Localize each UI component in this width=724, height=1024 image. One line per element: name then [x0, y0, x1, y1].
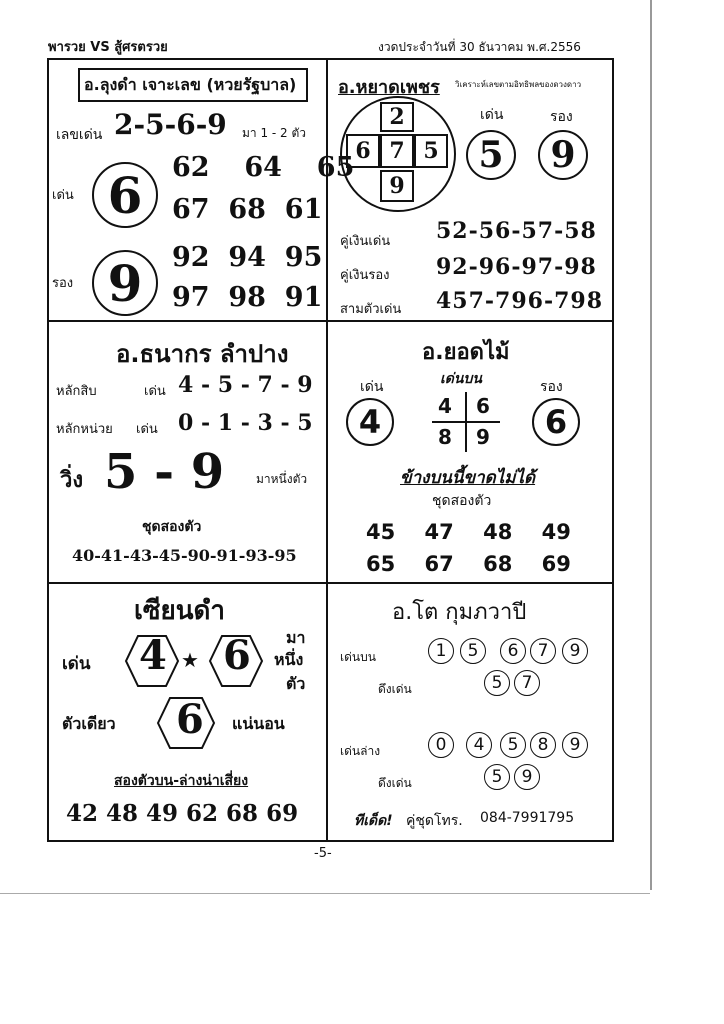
panel6-top-pull-label: ดึงเด่น: [378, 682, 412, 696]
panel4-grid-cell: 4: [438, 394, 452, 418]
panel1-title: อ.ลุงดำ เจาะเลข (หวยรัฐบาล): [84, 75, 297, 94]
panel4-grid-cell: 8: [438, 425, 452, 449]
panel2-row3-value: 457-796-798: [436, 288, 604, 314]
panel2-grid-mid-center: 7: [380, 134, 414, 168]
panel4-row2: 65 67 68 69: [366, 552, 571, 576]
panel3-title: อ.ธนากร ลำปาง: [116, 340, 289, 368]
panel6-bot-label: เด่นล่าง: [340, 744, 381, 758]
panel5-digit-1: 4: [139, 632, 167, 679]
panel5-digit-2: 6: [223, 632, 251, 679]
panel5-single-digit: 6: [176, 696, 204, 743]
panel2-rong-label: รอง: [550, 109, 573, 125]
panel2-title: อ.หยาดเพชร: [338, 77, 440, 98]
panel6-phone: 084-7991795: [480, 810, 575, 826]
panel2-row2-value: 92-96-97-98: [436, 254, 597, 280]
panel2-grid-top: 2: [380, 102, 414, 132]
panel1-den-row2: 67 68 61: [172, 194, 323, 225]
page-number: -5-: [314, 846, 332, 861]
digit-bubble: 5: [500, 732, 526, 758]
panel5-numbers: 42 48 49 62 68 69: [66, 800, 299, 827]
digit-bubble: 0: [428, 732, 454, 758]
digit-bubble: 6: [500, 638, 526, 664]
panel6-footer-prefix: ทีเด็ด!: [354, 813, 393, 829]
panel6-top-label: เด่นบน: [340, 650, 376, 664]
panel1-rong-label: รอง: [52, 276, 74, 291]
digit-bubble: 1: [428, 638, 454, 664]
star-icon: ★: [181, 648, 199, 672]
panel3-set-value: 40-41-43-45-90-91-93-95: [72, 546, 297, 565]
panel3-wing-label: วิ่ง: [60, 468, 84, 493]
digit-bubble: 7: [530, 638, 556, 664]
panel4-den-circle: 4: [346, 398, 394, 446]
panel5-risk-label: สองตัวบน-ล่างน่าเสี่ยง: [114, 773, 249, 789]
panel4-den-label: เด่น: [360, 379, 384, 395]
digit-bubble: 5: [484, 764, 510, 790]
panel1-rong-row2: 97 98 91: [172, 282, 323, 313]
horizontal-divider-2: [47, 582, 612, 584]
panel1-rong-circle: 9: [92, 250, 158, 316]
horizontal-divider-1: [47, 320, 612, 322]
panel3-wing-suffix: มาหนึ่งตัว: [256, 472, 308, 486]
panel4-rong-circle: 6: [532, 398, 580, 446]
panel5-sure: แน่นอน: [232, 714, 285, 733]
panel2-row1-label: คู่เงินเด่น: [340, 234, 391, 249]
panel4-grid-hline: [432, 421, 500, 423]
digit-bubble: 7: [514, 670, 540, 696]
panel2-row2-label: คู่เงินรอง: [340, 268, 390, 283]
paper-edge-bottom: [0, 893, 650, 894]
panel2-grid-mid-left: 6: [346, 134, 380, 168]
panel3-row2-label: หลักหน่วย: [56, 422, 113, 437]
panel5-den-label: เด่น: [62, 654, 91, 674]
panel2-row3-label: สามตัวเด่น: [340, 302, 402, 317]
panel4-grid-cell: 9: [476, 425, 490, 449]
panel3-row1-label: หลักสิบ: [56, 384, 97, 399]
panel3-row1-den: เด่น: [144, 384, 166, 399]
panel4-note: ข้างบนนี้ขาดไม่ได้: [400, 468, 536, 488]
panel1-den-label: เด่น: [52, 188, 74, 203]
panel5-tua: ตัว: [286, 674, 306, 693]
panel1-den-circle: 6: [92, 162, 158, 228]
digit-bubble: 5: [460, 638, 486, 664]
panel4-row1: 45 47 48 49: [366, 520, 571, 544]
panel2-den-label: เด่น: [480, 107, 504, 123]
panel4-set-label: ชุดสองตัว: [432, 493, 492, 509]
panel5-single-label: ตัวเดียว: [62, 714, 116, 733]
panel5-title: เซียนดำ: [134, 596, 226, 626]
panel3-set-label: ชุดสองตัว: [142, 519, 202, 535]
panel2-subtitle: วิเคราะห์เลขตามอิทธิพลของดวงดาว: [455, 80, 582, 89]
digit-bubble: 5: [484, 670, 510, 696]
digit-bubble: 9: [562, 638, 588, 664]
panel2-rong-circle: 9: [538, 130, 588, 180]
panel3-row2-den: เด่น: [136, 422, 158, 437]
digit-bubble: 9: [562, 732, 588, 758]
panel6-footer-text: คู่ชุดโทร.: [406, 813, 463, 829]
panel3-row2-value: 0 - 1 - 3 - 5: [178, 410, 313, 436]
panel2-den-circle: 5: [466, 130, 516, 180]
panel6-bot-pull-label: ดึงเด่น: [378, 776, 412, 790]
panel2-grid-mid-right: 5: [414, 134, 448, 168]
panel1-lek-label: เลขเด่น: [56, 127, 103, 143]
digit-bubble: 8: [530, 732, 556, 758]
panel2-row1-value: 52-56-57-58: [436, 218, 597, 244]
panel3-wing-value: 5 - 9: [104, 444, 225, 500]
panel1-lek-suffix: มา 1 - 2 ตัว: [242, 126, 307, 140]
panel4-grid: [432, 392, 500, 452]
panel2-grid-bottom: 9: [380, 170, 414, 202]
panel1-rong-row1: 92 94 95: [172, 242, 323, 273]
panel4-title: อ.ยอดไม้: [422, 340, 510, 365]
panel5-ma: มา: [286, 628, 306, 647]
panel4-grid-cell: 6: [476, 394, 490, 418]
panel3-row1-value: 4 - 5 - 7 - 9: [178, 372, 313, 398]
digit-bubble: 4: [466, 732, 492, 758]
panel4-rong-label: รอง: [540, 379, 563, 395]
panel1-den-row1: 62 64 65: [172, 152, 355, 183]
header-left: พารวย VS สู้ศรตรวย: [48, 40, 168, 55]
paper-edge-right: [650, 0, 652, 890]
panel1-lek-value: 2-5-6-9: [114, 108, 227, 141]
digit-bubble: 9: [514, 764, 540, 790]
header-right: งวดประจำวันที่ 30 ธันวาคม พ.ศ.2556: [378, 40, 581, 54]
panel6-title: อ.โต กุมภวาปี: [392, 600, 527, 625]
panel4-denbon-label: เด่นบน: [440, 371, 482, 387]
panel5-nueng: หนึ่ง: [274, 650, 304, 669]
